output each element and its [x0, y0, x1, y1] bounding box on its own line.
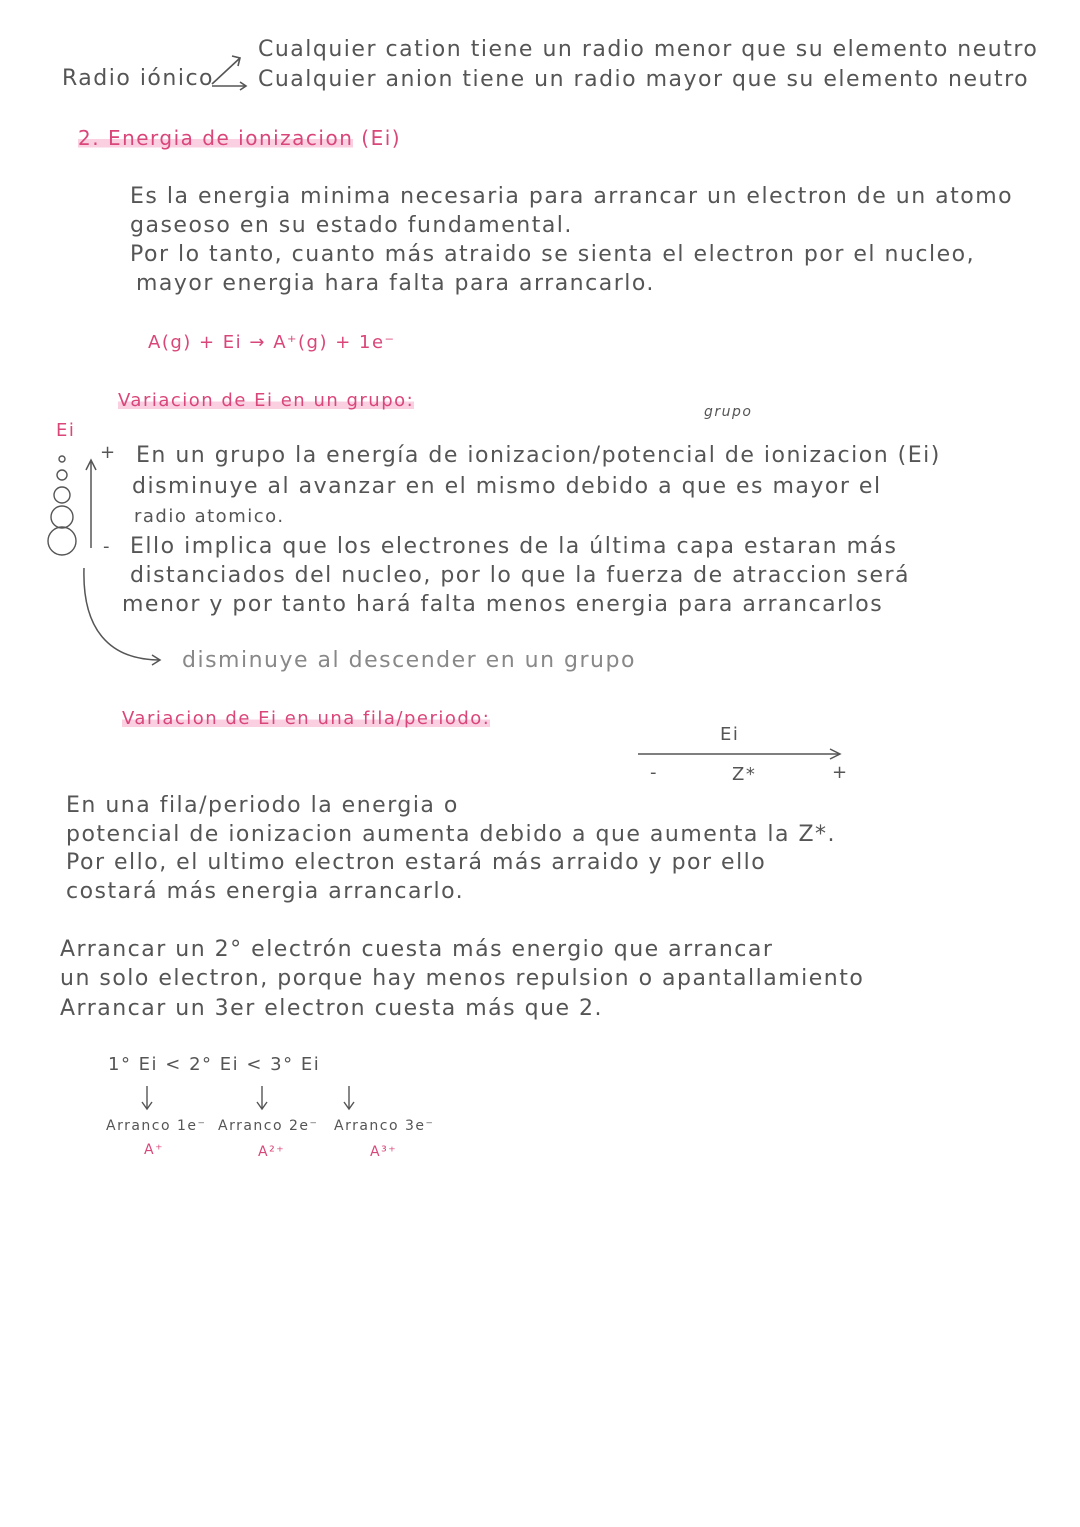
- period-line-2: potencial de ionizacion aumenta debido a que aumenta la Z*.: [66, 822, 837, 847]
- successive-line-2: un solo electron, porque hay menos repulsion o apantallamiento: [60, 966, 865, 991]
- arranco-label-1: Arranco 1e⁻: [106, 1118, 207, 1134]
- group-conclusion: disminuye al descender en un grupo: [182, 648, 636, 673]
- group-line-5: distanciados del nucleo, por lo que la fuerza de atraccion será: [130, 563, 911, 588]
- definition-line-3: Por lo tanto, cuanto más atraido se sienta el electron por el nucleo,: [130, 242, 976, 267]
- group-trend-arrow-icon: [86, 460, 96, 548]
- group-line-6: menor y por tanto hará falta menos energia para arrancarlos: [122, 592, 884, 617]
- successive-line-3: Arrancar un 3er electron cuesta más que 2.: [60, 996, 604, 1021]
- down-arrows-icon: [142, 1086, 354, 1109]
- section-title-text: 2. Energia de ionizacion: [78, 126, 354, 150]
- grupo-label: grupo: [704, 404, 753, 420]
- group-variation-heading-text: Variacion de Ei en un grupo:: [118, 390, 415, 411]
- ionization-equation: A(g) + Ei → A⁺(g) + 1e⁻: [148, 332, 396, 353]
- group-minus-sign: -: [103, 536, 111, 557]
- group-line-4: Ello implica que los electrones de la última capa estaran más: [130, 534, 898, 559]
- period-line-3: Por ello, el ultimo electron estará más arraido y por ello: [66, 850, 767, 875]
- period-variation-heading: [122, 708, 490, 729]
- group-variation-heading: [118, 390, 414, 411]
- definition-line-4: mayor energia hara falta para arrancarlo.: [136, 271, 655, 296]
- ion-label-2: A²⁺: [258, 1144, 286, 1160]
- period-axis-mid: Z*: [732, 764, 757, 785]
- group-line-3: radio atomico.: [134, 506, 285, 527]
- period-line-1: En una fila/periodo la energia o: [66, 793, 459, 818]
- ion-label-3: A³⁺: [370, 1144, 398, 1160]
- period-variation-heading-text: Variacion de Ei en una fila/periodo:: [122, 708, 491, 729]
- definition-line-1: Es la energia minima necesaria para arrancar un electron de un atomo: [130, 184, 1014, 209]
- definition-line-2: gaseoso en su estado fundamental.: [130, 213, 573, 238]
- group-side-label: Ei: [56, 420, 76, 441]
- atom-size-circles-icon: [48, 456, 76, 555]
- period-axis-plus: +: [832, 762, 849, 783]
- arranco-label-2: Arranco 2e⁻: [218, 1118, 319, 1134]
- ion-label-1: A⁺: [144, 1142, 164, 1158]
- group-plus-sign: +: [100, 442, 117, 463]
- section-title: [78, 126, 401, 150]
- period-axis-arrow-icon: [638, 749, 840, 759]
- section-title-suffix: (Ei): [361, 126, 402, 150]
- group-line-1: En un grupo la energía de ionizacion/potencial de ionizacion (Ei): [136, 443, 941, 468]
- period-axis-label: Ei: [720, 724, 740, 745]
- ionization-comparison: 1° Ei < 2° Ei < 3° Ei: [108, 1054, 321, 1075]
- period-axis-minus: -: [650, 762, 658, 783]
- cation-line: Cualquier cation tiene un radio menor que su elemento neutro: [258, 37, 1039, 62]
- radio-ionico-label: Radio iónico: [62, 66, 214, 91]
- successive-line-1: Arrancar un 2° electrón cuesta más energio que arrancar: [60, 937, 774, 962]
- anion-line: Cualquier anion tiene un radio mayor que su elemento neutro: [258, 67, 1030, 92]
- branch-arrows-icon: [212, 56, 246, 90]
- period-line-4: costará más energia arrancarlo.: [66, 879, 465, 904]
- group-line-2: disminuye al avanzar en el mismo debido a que es mayor el: [132, 474, 882, 499]
- arranco-label-3: Arranco 3e⁻: [334, 1118, 435, 1134]
